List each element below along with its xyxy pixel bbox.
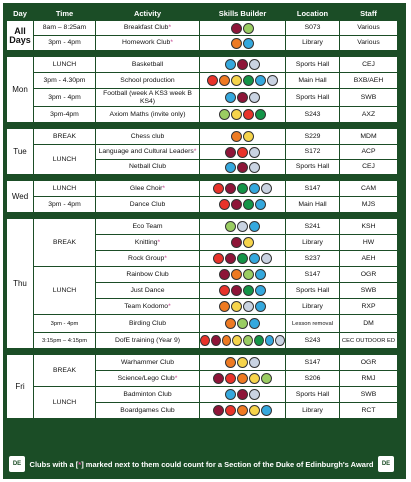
day-fri: Fri [7, 355, 34, 419]
activity-cell [96, 267, 200, 283]
skills-dots [200, 221, 285, 232]
skills-cell [200, 160, 286, 175]
time-cell: 3pm-4pm [34, 107, 96, 123]
skills-cell [200, 21, 286, 36]
activity-name: Rainbow Club [126, 270, 169, 278]
skill-dot-maroon [237, 59, 248, 70]
staff-cell: SWB [340, 387, 398, 403]
skills-cell [200, 387, 286, 403]
table-row [7, 355, 398, 371]
skill-dot-orange [237, 405, 248, 416]
activity-cell [96, 57, 200, 73]
location-cell: Library [286, 403, 340, 419]
skill-dot-teal [243, 38, 254, 49]
skills-cell [200, 57, 286, 73]
skill-dot-maroon [213, 373, 224, 384]
skills-dots [200, 59, 285, 70]
activity-name: Birding Club [128, 319, 167, 327]
activity-cell [96, 129, 200, 145]
skill-dot-maroon [231, 23, 242, 34]
skill-dot-teal [249, 183, 260, 194]
skill-dot-green [255, 109, 266, 120]
activity-cell [96, 371, 200, 387]
table-row [7, 197, 398, 213]
activity-cell [96, 181, 200, 197]
skill-dot-lime [261, 373, 272, 384]
skill-dot-yellow [249, 405, 260, 416]
skill-dot-teal [225, 92, 236, 103]
skill-dot-orange [222, 335, 232, 346]
footer-text-pre: Clubs with a [ [29, 459, 79, 469]
time-cell: 8am – 8:25am [34, 21, 96, 36]
table-row [7, 387, 398, 403]
skills-cell [200, 73, 286, 89]
skill-dot-grey [249, 147, 260, 158]
skill-dot-lime [225, 221, 236, 232]
time-cell: BREAK [34, 129, 96, 145]
skill-dot-red [213, 253, 224, 264]
location-cell: Sports Hall [286, 89, 340, 107]
staff-cell: RMJ [340, 371, 398, 387]
skill-dot-red [225, 373, 236, 384]
skill-dot-maroon [237, 389, 248, 400]
activity-name: Chess club [130, 132, 165, 140]
staff-cell: RCT [340, 403, 398, 419]
skill-dot-teal [255, 199, 266, 210]
activity-name: Language and Cultural Leaders [98, 148, 194, 155]
staff-cell: AXZ [340, 107, 398, 123]
activity-name: Warhammer Club [120, 358, 174, 366]
skill-dot-maroon [237, 162, 248, 173]
staff-cell: OGR [340, 267, 398, 283]
skills-dots [200, 389, 285, 400]
location-cell: S237 [286, 251, 340, 267]
header-location: Location [286, 7, 340, 21]
staff-cell: Various [340, 36, 398, 51]
skill-dot-green [243, 199, 254, 210]
activity-cell [96, 251, 200, 267]
activity-name: Team Kodomo [124, 302, 169, 310]
table-row [7, 57, 398, 73]
table-row [7, 73, 398, 89]
staff-cell: ACP [340, 145, 398, 160]
time-cell: LUNCH [34, 145, 96, 175]
skill-dot-orange [237, 373, 248, 384]
location-cell: Library [286, 36, 340, 51]
activity-name: Boardgames Club [120, 406, 175, 414]
staff-cell: RXP [340, 299, 398, 315]
skill-dot-yellow [249, 373, 260, 384]
skill-dot-teal [261, 405, 272, 416]
skill-dot-green [237, 253, 248, 264]
skill-dot-teal [225, 162, 236, 173]
header-row [7, 7, 398, 21]
activity-name: Just Dance [130, 286, 165, 294]
footer-star: * [78, 459, 82, 469]
skill-dot-yellow [243, 131, 254, 142]
time-cell: LUNCH [34, 267, 96, 315]
activity-cell [96, 387, 200, 403]
skill-dot-orange [219, 75, 230, 86]
staff-cell: HW [340, 235, 398, 251]
table-row [7, 181, 398, 197]
skills-cell [200, 219, 286, 235]
dofe-star: * [168, 24, 172, 31]
skill-dot-red [243, 109, 254, 120]
activity-cell [96, 299, 200, 315]
skill-dot-teal [255, 285, 266, 296]
skills-dots [200, 199, 285, 210]
activity-name: Axiom Maths (invite only) [109, 110, 186, 118]
dofe-star: * [157, 238, 161, 246]
day-wed: Wed [7, 181, 34, 213]
activity-cell [96, 197, 200, 213]
time-cell: 3:15pm – 4:15pm [34, 333, 96, 349]
skills-dots [200, 285, 285, 296]
activity-cell [96, 36, 200, 51]
staff-cell: SWB [340, 283, 398, 299]
dofe-logo-left: DE [9, 456, 25, 472]
skill-dot-lime [243, 23, 254, 34]
skills-cell [200, 267, 286, 283]
location-cell: Library [286, 299, 340, 315]
activity-cell [96, 235, 200, 251]
skills-dots [200, 335, 285, 346]
time-cell: BREAK [34, 219, 96, 267]
activity-name: School production [120, 76, 175, 84]
skills-dots [200, 318, 285, 329]
skill-dot-maroon [225, 253, 236, 264]
skills-cell [200, 181, 286, 197]
skill-dot-maroon [213, 405, 224, 416]
activity-cell [96, 89, 200, 107]
skill-dot-maroon [231, 237, 242, 248]
skill-dot-teal [249, 221, 260, 232]
staff-cell: CAM [340, 181, 398, 197]
skill-dot-teal [249, 318, 260, 329]
skills-cell [200, 89, 286, 107]
skill-dot-red [213, 183, 224, 194]
skill-dot-grey [249, 59, 260, 70]
location-cell: Lesson removal [286, 315, 340, 333]
staff-cell: CEJ [340, 57, 398, 73]
staff-cell: KSH [340, 219, 398, 235]
location-cell: S229 [286, 129, 340, 145]
table-row [7, 107, 398, 123]
activity-cell [96, 315, 200, 333]
activity-name: DofE training (Year 9) [114, 336, 181, 344]
skill-dot-grey [249, 357, 260, 368]
footer-text-post: ] marked next to them could count for a Section of the Duke of Edinburgh's Award [81, 459, 374, 469]
activity-cell [96, 107, 200, 123]
skill-dot-green [243, 75, 254, 86]
skills-dots [200, 373, 285, 384]
header-skills: Skills Builder [200, 7, 286, 21]
header-time: Time [34, 7, 96, 21]
dofe-star: * [164, 254, 167, 262]
skills-dots [200, 183, 285, 194]
skill-dot-orange [231, 38, 242, 49]
time-cell: 3pm - 4pm [34, 89, 96, 107]
time-cell: 3pm - 4.30pm [34, 73, 96, 89]
skill-dot-lime [243, 335, 253, 346]
skill-dot-grey [261, 183, 272, 194]
staff-cell: CEJ [340, 160, 398, 175]
skill-dot-lime [237, 318, 248, 329]
skill-dot-red [200, 335, 210, 346]
activity-cell [96, 73, 200, 89]
location-cell: Library [286, 235, 340, 251]
skill-dot-yellow [231, 301, 242, 312]
skill-dot-red [207, 75, 218, 86]
footer-note [6, 455, 397, 473]
skill-dot-teal [249, 253, 260, 264]
skills-dots [200, 237, 285, 248]
skill-dot-green [237, 183, 248, 194]
header-day: Day [7, 7, 34, 21]
table-row [7, 36, 398, 51]
location-cell: Sports Hall [286, 283, 340, 299]
skills-cell [200, 299, 286, 315]
skill-dot-teal [225, 389, 236, 400]
activity-name: Homework Club [121, 39, 171, 46]
skill-dot-red [237, 147, 248, 158]
table-row [7, 89, 398, 107]
location-cell: S206 [286, 371, 340, 387]
time-cell: BREAK [34, 355, 96, 387]
skill-dot-orange [231, 269, 242, 280]
location-cell: Sports Hall [286, 387, 340, 403]
clubs-table [6, 6, 398, 419]
skills-cell [200, 107, 286, 123]
header-activity: Activity [96, 7, 200, 21]
skill-dot-red [219, 199, 230, 210]
skill-dot-orange [225, 357, 236, 368]
skill-dot-maroon [225, 183, 236, 194]
skill-dot-maroon [231, 285, 242, 296]
skills-cell [200, 371, 286, 387]
skill-dot-teal [255, 75, 266, 86]
staff-cell: Various [340, 21, 398, 36]
location-cell: Main Hall [286, 73, 340, 89]
location-cell: S147 [286, 181, 340, 197]
location-cell: S073 [286, 21, 340, 36]
skills-cell [200, 403, 286, 419]
skill-dot-maroon [219, 269, 230, 280]
location-cell: S243 [286, 333, 340, 349]
time-cell: 3pm - 4pm [34, 197, 96, 213]
activity-name: Football (week A KS3 week B KS4) [103, 89, 192, 105]
skill-dot-grey [249, 162, 260, 173]
activity-cell [96, 333, 200, 349]
skills-cell [200, 197, 286, 213]
staff-cell: DM [340, 315, 398, 333]
activity-cell [96, 145, 200, 160]
skills-cell [200, 315, 286, 333]
staff-cell: BXB/AEH [340, 73, 398, 89]
skill-dot-yellow [243, 237, 254, 248]
day-thu: Thu [7, 219, 34, 349]
staff-cell: AEH [340, 251, 398, 267]
skill-dot-teal [225, 59, 236, 70]
skill-dot-lime [219, 109, 230, 120]
skill-dot-grey [243, 301, 254, 312]
skills-dots [200, 109, 285, 120]
activity-name: Knitting [134, 238, 158, 246]
skills-cell [200, 251, 286, 267]
activity-name: Rock Group [128, 254, 165, 262]
day-all: All Days [7, 21, 34, 51]
skill-dot-maroon [225, 147, 236, 158]
day-mon: Mon [7, 57, 34, 123]
location-cell: Sports Hall [286, 57, 340, 73]
activity-cell [96, 219, 200, 235]
activity-cell [96, 403, 200, 419]
time-cell: LUNCH [34, 57, 96, 73]
skills-dots [200, 162, 285, 173]
staff-cell: CEC OUTDOOR ED [340, 333, 398, 349]
table-row [7, 129, 398, 145]
table-row [7, 21, 398, 36]
staff-cell: OGR [340, 355, 398, 371]
location-cell: S147 [286, 267, 340, 283]
time-cell: LUNCH [34, 181, 96, 197]
activity-cell [96, 355, 200, 371]
skill-dot-teal [255, 269, 266, 280]
day-tue: Tue [7, 129, 34, 175]
location-cell: S147 [286, 355, 340, 371]
skills-dots [200, 23, 285, 34]
skills-cell [200, 355, 286, 371]
skills-cell [200, 36, 286, 51]
skills-dots [200, 253, 285, 264]
header-staff: Staff [340, 7, 398, 21]
skill-dot-orange [219, 301, 230, 312]
activity-cell [96, 283, 200, 299]
skill-dot-maroon [237, 92, 248, 103]
activity-cell [96, 21, 200, 36]
activity-name: Science/Lego Club [117, 374, 175, 382]
skill-dot-orange [225, 318, 236, 329]
activity-cell [96, 160, 200, 175]
skill-dot-grey [237, 221, 248, 232]
activity-name: Dance Club [129, 200, 166, 208]
skill-dot-red [219, 285, 230, 296]
time-cell: LUNCH [34, 387, 96, 419]
activity-name: Basketball [131, 60, 164, 68]
table-row [7, 219, 398, 235]
skill-dot-yellow [237, 357, 248, 368]
activity-name: Netball Club [128, 163, 167, 170]
dofe-logo-right: DE [378, 456, 394, 472]
dofe-star: * [193, 148, 197, 155]
skill-dot-red [225, 405, 236, 416]
skill-dot-orange [231, 131, 242, 142]
skills-cell [200, 333, 286, 349]
skills-dots [200, 269, 285, 280]
skill-dot-yellow [231, 109, 242, 120]
activity-name: Breakfast Club [123, 24, 169, 31]
skill-dot-grey [267, 75, 278, 86]
dofe-star: * [174, 374, 178, 382]
skills-dots [200, 147, 285, 158]
table-row [7, 333, 398, 349]
skill-dot-yellow [231, 75, 242, 86]
skill-dot-green [243, 285, 254, 296]
skill-dot-maroon [231, 199, 242, 210]
skill-dot-grey [275, 335, 285, 346]
skill-dot-lime [243, 269, 254, 280]
skills-dots [200, 357, 285, 368]
activity-name: Badminton Club [123, 390, 172, 398]
location-cell: Main Hall [286, 197, 340, 213]
dofe-star: * [170, 39, 173, 46]
activity-name: Eco Team [132, 222, 163, 230]
location-cell: S172 [286, 145, 340, 160]
skill-dot-teal [255, 301, 266, 312]
dofe-star: * [162, 184, 166, 192]
skills-dots [200, 75, 285, 86]
skills-cell [200, 235, 286, 251]
skill-dot-maroon [211, 335, 221, 346]
skills-dots [200, 131, 285, 142]
skill-dot-teal [265, 335, 275, 346]
staff-cell: SWB [340, 89, 398, 107]
staff-cell: MJS [340, 197, 398, 213]
location-cell: Sports Hall [286, 160, 340, 175]
skill-dot-grey [261, 253, 272, 264]
location-cell: S241 [286, 219, 340, 235]
skills-dots [200, 92, 285, 103]
skills-cell [200, 283, 286, 299]
table-row [7, 145, 398, 160]
skill-dot-yellow [232, 335, 242, 346]
skill-dot-grey [249, 389, 260, 400]
skills-cell [200, 145, 286, 160]
skill-dot-green [254, 335, 264, 346]
staff-cell: MDM [340, 129, 398, 145]
skills-dots [200, 38, 285, 49]
skills-cell [200, 129, 286, 145]
time-cell: 3pm - 4pm [34, 36, 96, 51]
skills-dots [200, 301, 285, 312]
skill-dot-grey [249, 92, 260, 103]
table-row [7, 315, 398, 333]
activity-name: Glee Choir [129, 184, 163, 192]
skills-dots [200, 405, 285, 416]
dofe-star: * [168, 302, 171, 310]
time-cell: 3pm - 4pm [34, 315, 96, 333]
location-cell: S243 [286, 107, 340, 123]
table-row [7, 267, 398, 283]
